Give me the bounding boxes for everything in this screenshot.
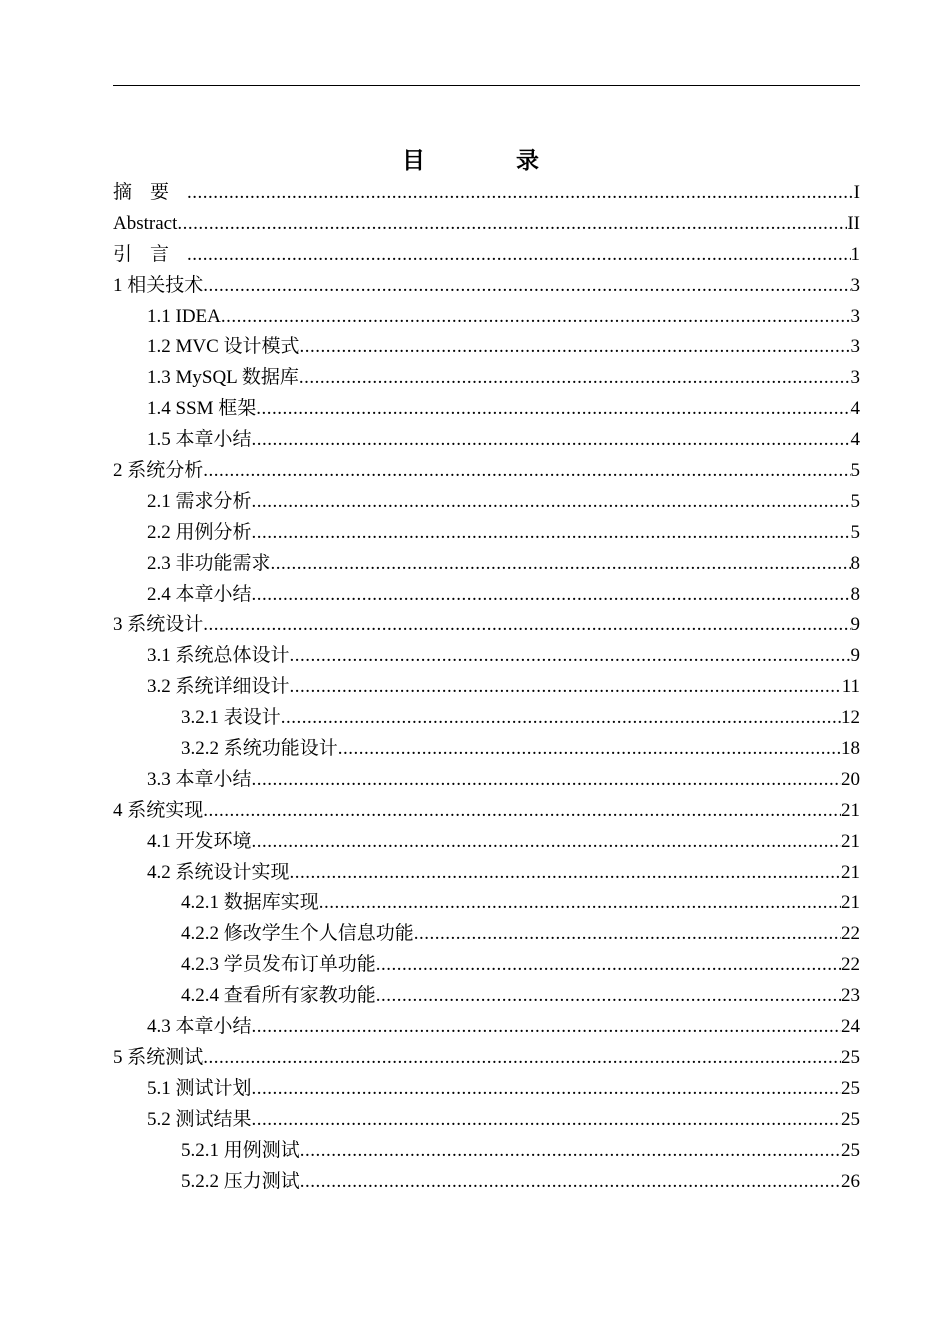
toc-dot-leader [299,363,851,394]
toc-entry-label: 引言 [113,243,188,265]
toc-entry-page-number: 20 [841,768,860,790]
toc-entry-label: 3.2.1 表设计 [181,707,281,729]
toc-dot-leader [203,271,850,302]
toc-dot-leader [271,549,851,580]
toc-entry-page-number: 22 [841,923,860,945]
toc-dot-leader [252,827,841,858]
toc-dot-leader [300,1136,841,1167]
toc-dot-leader [203,456,850,487]
toc-dot-leader [290,858,841,889]
toc-entry-label: Abstract [113,212,178,234]
toc-entry-label: 4.2.3 学员发布订单功能 [181,954,376,976]
toc-entry[interactable] [113,888,860,919]
toc-dot-leader [376,950,841,981]
toc-dot-leader [414,919,841,950]
toc-dot-leader [252,518,851,549]
toc-dot-leader [252,1105,841,1136]
toc-entry-page-number: 3 [850,336,860,358]
toc-dot-leader [338,734,841,765]
toc-dot-leader [300,1167,841,1198]
toc-entry-label: 1.3 MySQL 数据库 [147,367,299,389]
toc-entry[interactable] [113,425,860,456]
toc-entry-label: 5 系统测试 [113,1046,204,1068]
table-of-contents [113,178,860,1197]
toc-entry-label: 1.1 IDEA [147,305,221,327]
toc-entry[interactable] [113,394,860,425]
toc-dot-leader [252,425,851,456]
toc-entry-label: 4.2.4 查看所有家教功能 [181,985,376,1007]
toc-dot-leader [221,302,851,333]
toc-entry[interactable] [113,981,860,1012]
toc-entry[interactable] [113,1074,860,1105]
toc-dot-leader [203,796,841,827]
toc-entry[interactable] [113,178,860,209]
toc-entry[interactable] [113,271,860,302]
toc-entry-page-number: 9 [850,645,860,667]
header-rule [113,85,860,86]
toc-entry[interactable] [113,456,860,487]
toc-entry-label: 3.2.2 系统功能设计 [181,738,338,760]
toc-entry-page-number: 26 [841,1170,860,1192]
toc-entry-page-number: II [847,212,860,234]
toc-entry[interactable] [113,1012,860,1043]
toc-entry-page-number: 21 [841,799,860,821]
toc-entry-page-number: 21 [841,861,860,883]
toc-entry-label: 5.2.2 压力测试 [181,1170,300,1192]
toc-entry-page-number: 23 [841,985,860,1007]
toc-entry-label: 1.2 MVC 设计模式 [147,336,300,358]
toc-entry-label: 4.2.2 修改学生个人信息功能 [181,923,414,945]
toc-dot-leader [300,332,851,363]
toc-entry[interactable] [113,827,860,858]
toc-entry[interactable] [113,332,860,363]
toc-entry[interactable] [113,580,860,611]
toc-dot-leader [281,703,841,734]
toc-dot-leader [252,1012,841,1043]
toc-dot-leader [203,1043,841,1074]
toc-entry[interactable] [113,641,860,672]
toc-entry-label: 3 系统设计 [113,614,204,636]
toc-entry-page-number: 3 [850,305,860,327]
toc-entry-page-number: 11 [841,676,860,698]
toc-dot-leader [252,580,851,611]
toc-entry-page-number: 3 [850,274,860,296]
toc-entry-label: 摘要 [113,182,188,203]
toc-entry-label: 4.2.1 数据库实现 [181,892,319,914]
toc-entry-label: 3.3 本章小结 [147,768,252,790]
toc-entry-page-number: 25 [841,1108,860,1130]
toc-entry-page-number: 4 [850,398,860,420]
toc-entry-label: 1.4 SSM 框架 [147,398,257,420]
toc-dot-leader [177,209,847,240]
toc-entry-label: 4.1 开发环境 [147,830,252,852]
page-title: 目 录 [402,148,573,174]
toc-entry-page-number: I [853,182,860,203]
toc-entry-page-number: 21 [841,830,860,852]
toc-dot-leader [290,641,851,672]
toc-entry-page-number: 25 [841,1139,860,1161]
toc-entry-page-number: 21 [841,892,860,914]
toc-entry-label: 2.1 需求分析 [147,490,252,512]
toc-entry-label: 2 系统分析 [113,460,204,482]
toc-entry-page-number: 12 [841,707,860,729]
toc-entry[interactable] [113,765,860,796]
toc-entry-page-number: 8 [850,552,860,574]
toc-entry-label: 5.1 测试计划 [147,1077,252,1099]
toc-entry-page-number: 4 [850,429,860,451]
toc-entry[interactable] [113,1105,860,1136]
toc-entry[interactable] [113,734,860,765]
toc-entry-page-number: 18 [841,738,860,760]
toc-entry-page-number: 25 [841,1077,860,1099]
toc-dot-leader [203,610,850,641]
toc-entry[interactable] [113,672,860,703]
toc-entry[interactable] [113,487,860,518]
toc-dot-leader [376,981,841,1012]
toc-entry-page-number: 5 [850,521,860,543]
toc-entry-label: 1.5 本章小结 [147,429,252,451]
toc-entry-label: 3.2 系统详细设计 [147,676,290,698]
toc-entry-page-number: 9 [850,614,860,636]
toc-entry[interactable] [113,1043,860,1074]
toc-entry[interactable] [113,610,860,641]
toc-dot-leader [319,888,841,919]
toc-entry[interactable] [113,703,860,734]
toc-entry[interactable] [113,209,860,240]
toc-dot-leader [290,672,842,703]
toc-entry-page-number: 1 [850,243,860,265]
toc-dot-leader [252,1074,841,1105]
toc-entry-label: 3.1 系统总体设计 [147,645,290,667]
toc-entry[interactable] [113,1136,860,1167]
toc-entry-label: 4 系统实现 [113,799,204,821]
toc-entry-label: 5.2.1 用例测试 [181,1139,300,1161]
toc-dot-leader [187,178,854,209]
toc-dot-leader [252,487,851,518]
toc-entry-page-number: 24 [841,1016,860,1038]
toc-entry[interactable] [113,363,860,394]
toc-entry[interactable] [113,1167,860,1198]
toc-entry[interactable] [113,858,860,889]
toc-entry[interactable] [113,919,860,950]
toc-dot-leader [187,240,850,271]
toc-entry[interactable] [113,549,860,580]
toc-entry-label: 4.2 系统设计实现 [147,861,290,883]
toc-entry-label: 1 相关技术 [113,274,204,296]
toc-entry-page-number: 3 [850,367,860,389]
toc-entry[interactable] [113,796,860,827]
toc-entry-label: 4.3 本章小结 [147,1016,252,1038]
toc-entry-label: 2.4 本章小结 [147,583,252,605]
toc-entry-page-number: 22 [841,954,860,976]
toc-entry-page-number: 5 [850,460,860,482]
toc-entry-label: 2.2 用例分析 [147,521,252,543]
toc-entry[interactable] [113,518,860,549]
toc-entry[interactable] [113,240,860,271]
toc-dot-leader [256,394,850,425]
toc-entry-page-number: 5 [850,490,860,512]
toc-dot-leader [252,765,841,796]
toc-entry-label: 2.3 非功能需求 [147,552,271,574]
toc-entry-label: 5.2 测试结果 [147,1108,252,1130]
toc-entry[interactable] [113,302,860,333]
toc-entry-page-number: 25 [841,1046,860,1068]
toc-entry[interactable] [113,950,860,981]
toc-entry-page-number: 8 [850,583,860,605]
